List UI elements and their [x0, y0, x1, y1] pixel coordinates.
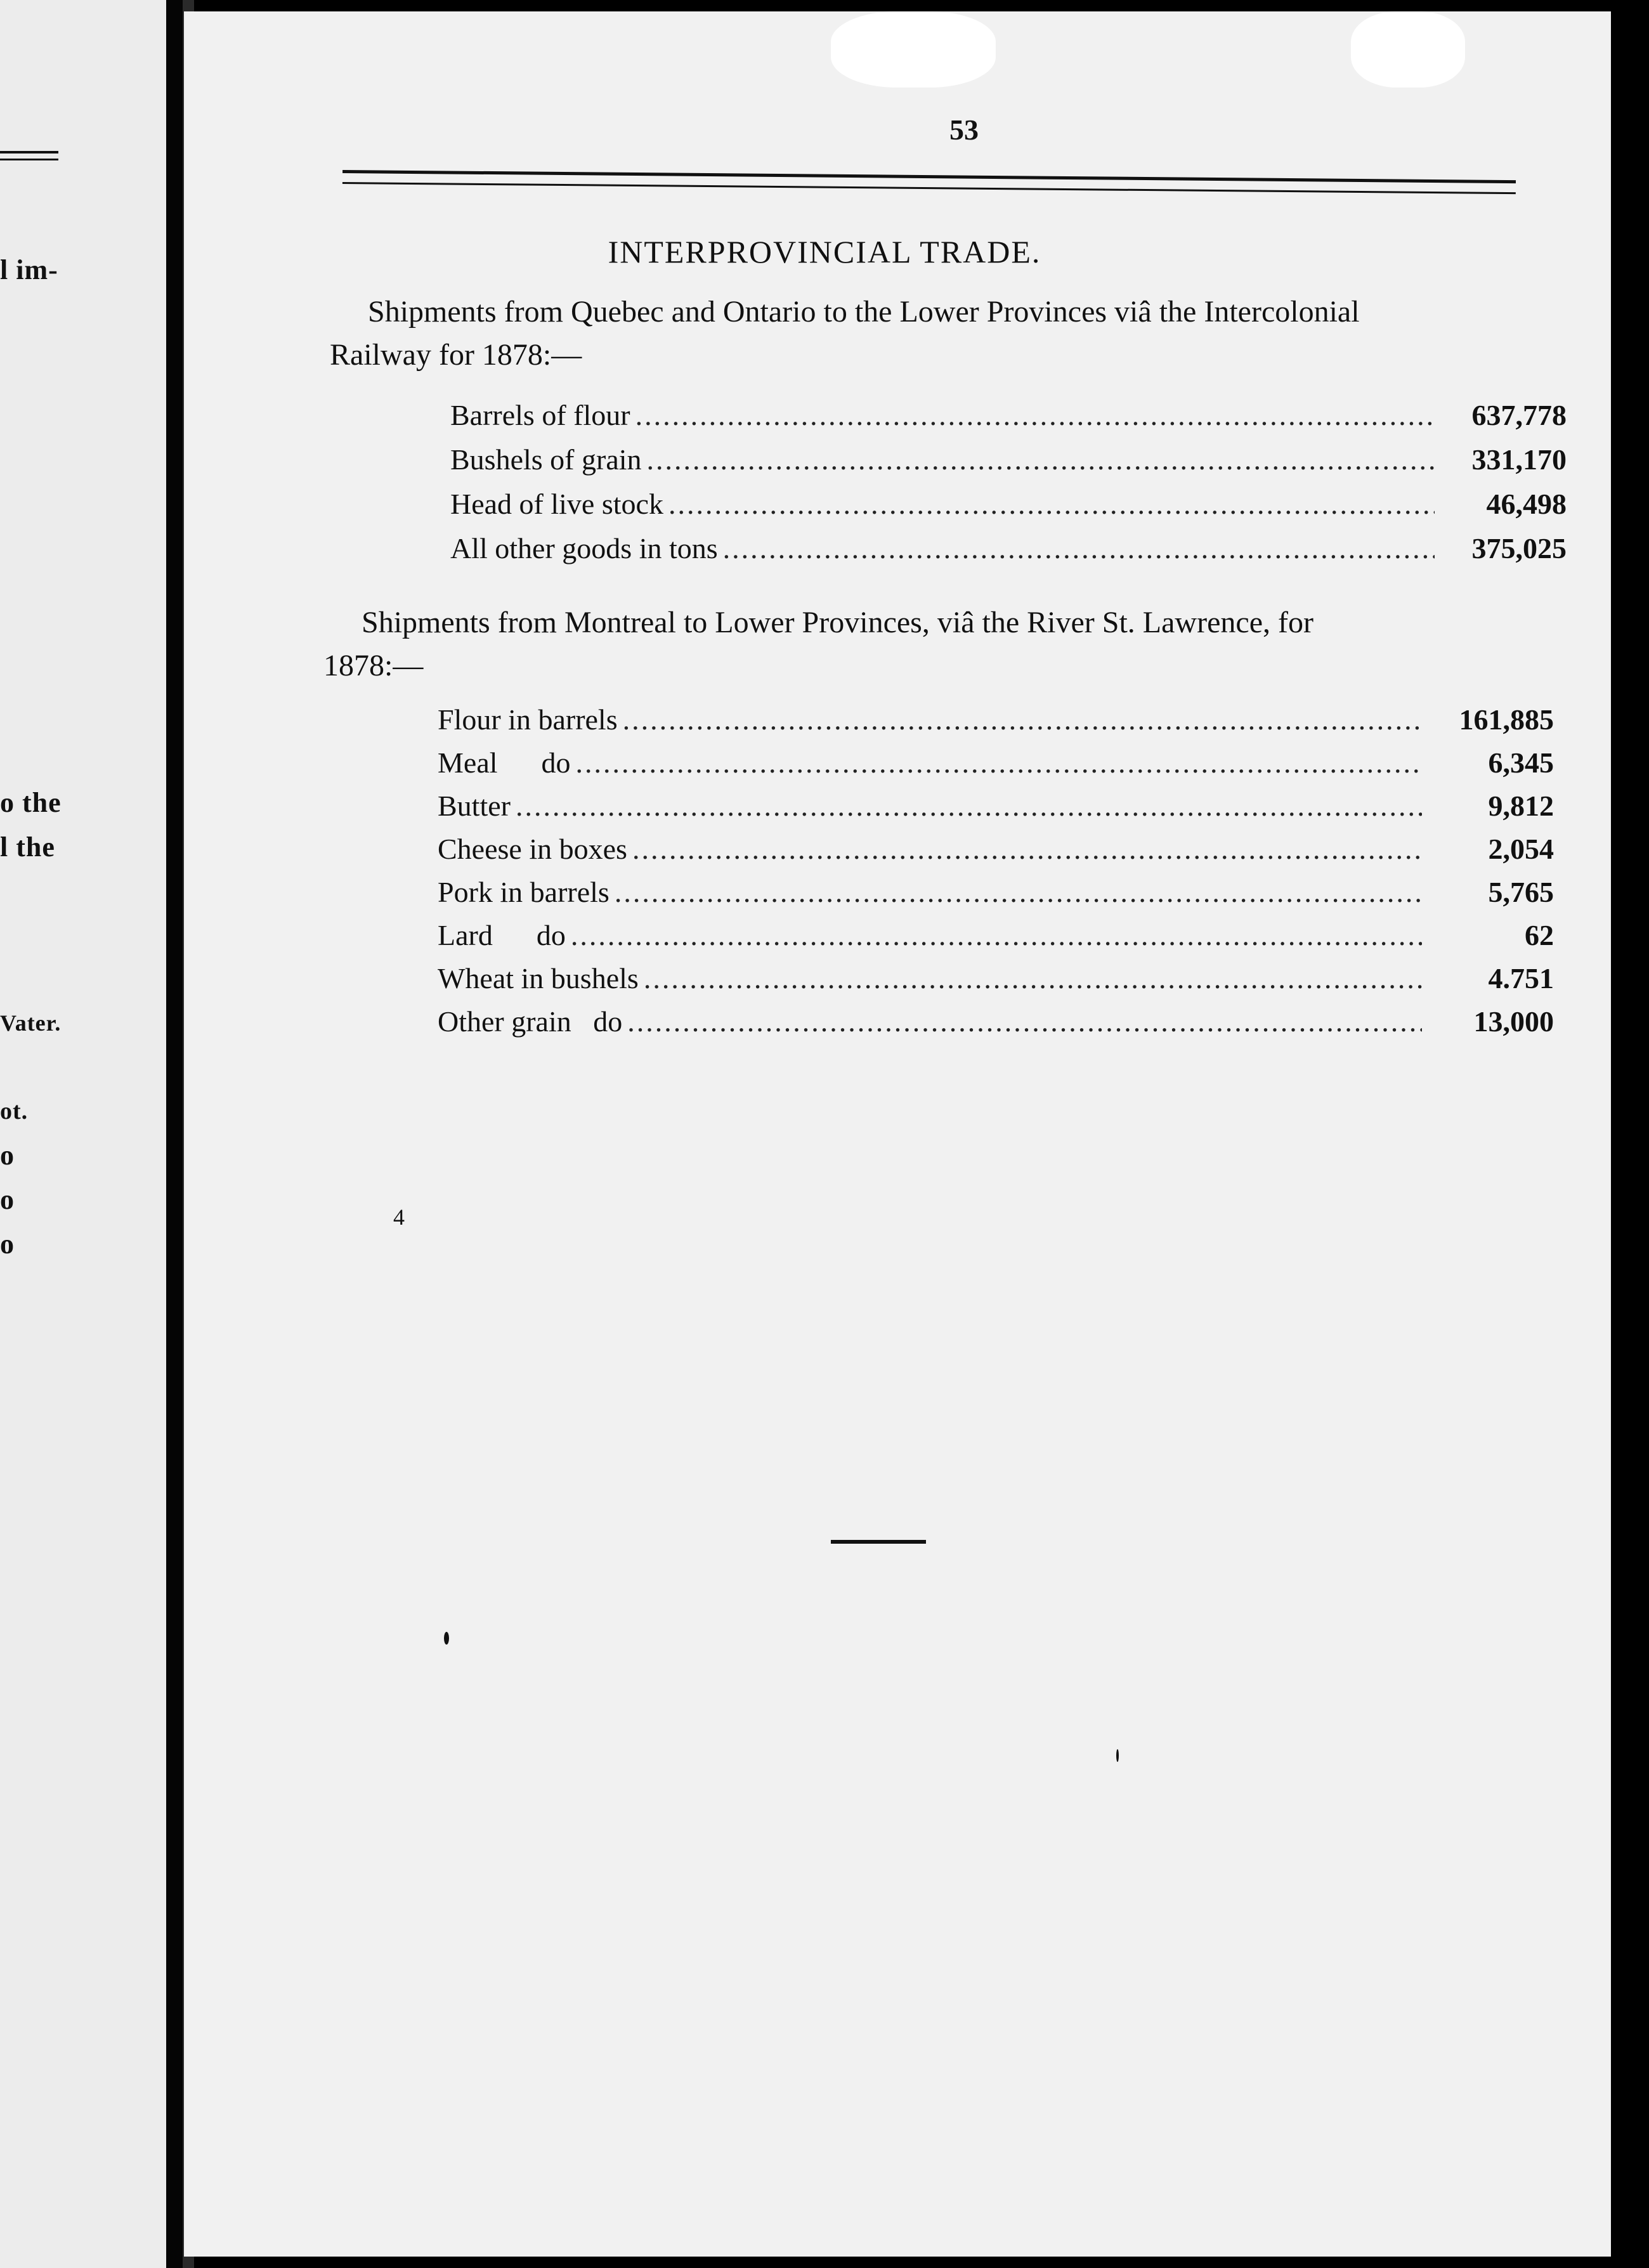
row-value: 62 [1525, 919, 1554, 951]
left-fragment: o [0, 1228, 15, 1260]
table-row [438, 832, 1554, 871]
table-row [450, 487, 1567, 526]
leader-dots [644, 961, 1422, 995]
section2-intro-line2: 1878:— [323, 649, 424, 682]
row-label: Flour in barrels [438, 703, 618, 736]
row-label: Lard do [438, 919, 566, 951]
row-label: All other goods in tons [450, 532, 718, 564]
leader-dots [668, 487, 1435, 521]
row-label: Other grain do [438, 1005, 623, 1038]
row-value: 13,000 [1473, 1005, 1554, 1038]
row-label: Pork in barrels [438, 876, 609, 908]
left-fragment: l the [0, 831, 55, 863]
table-row [438, 703, 1554, 742]
header-rule [342, 170, 1516, 194]
row-label: Cheese in boxes [438, 833, 627, 865]
table-row [438, 789, 1554, 828]
page-number: 53 [949, 114, 979, 146]
main-page [184, 11, 1611, 2257]
leader-dots [635, 398, 1435, 432]
row-value: 5,765 [1488, 876, 1554, 908]
section1-intro-line1: Shipments from Quebec and Ontario to the Lower Provinces viâ the Intercolonial [368, 295, 1360, 329]
left-fragment: o [0, 1184, 15, 1215]
torn-edge [831, 11, 996, 88]
end-rule [831, 1540, 926, 1544]
leader-dots [623, 703, 1422, 736]
table-row [438, 1005, 1554, 1044]
section2-intro-line1: Shipments from Montreal to Lower Provinces, viâ the River St. Lawrence, for [362, 606, 1313, 639]
table-row [438, 918, 1554, 958]
row-value: 637,778 [1471, 399, 1567, 431]
leader-dots [632, 832, 1422, 866]
row-label: Barrels of flour [450, 399, 630, 431]
row-label: Meal do [438, 746, 571, 779]
left-fragment: l im- [0, 254, 58, 285]
left-facing-page [0, 0, 166, 2268]
row-value: 331,170 [1471, 443, 1567, 476]
row-value: 9,812 [1488, 790, 1554, 822]
row-value: 2,054 [1488, 833, 1554, 865]
leader-dots [627, 1005, 1422, 1038]
left-fragment: Vater. [0, 1010, 62, 1036]
section1-intro [330, 290, 1586, 377]
section2-intro [323, 601, 1579, 688]
leader-dots [615, 875, 1422, 909]
torn-edge [1351, 11, 1465, 88]
table-row [450, 531, 1567, 571]
row-label: Butter [438, 790, 511, 822]
left-fragment: ot. [0, 1098, 29, 1124]
speck [1116, 1749, 1119, 1762]
table-row [438, 746, 1554, 785]
table-row [438, 961, 1554, 1001]
row-value: 6,345 [1488, 746, 1554, 779]
row-value: 375,025 [1471, 532, 1567, 564]
book-spine [166, 0, 183, 2268]
table-row [438, 875, 1554, 915]
leader-dots [516, 789, 1422, 823]
row-value: 161,885 [1459, 703, 1554, 736]
left-fragment: o [0, 1140, 15, 1171]
leader-dots [576, 746, 1422, 779]
row-label: Head of live stock [450, 488, 663, 520]
signature-mark: 4 [393, 1204, 405, 1230]
leader-dots [571, 918, 1422, 952]
section1-intro-line2: Railway for 1878:— [330, 338, 582, 372]
page-title: INTERPROVINCIAL TRADE. [608, 234, 1041, 270]
row-value: 46,498 [1486, 488, 1567, 520]
left-page-rule [0, 151, 58, 160]
leader-dots [647, 443, 1435, 476]
table-row [450, 443, 1567, 482]
row-value: 4.751 [1488, 962, 1554, 994]
row-label: Wheat in bushels [438, 962, 639, 994]
left-fragment: o the [0, 787, 62, 818]
leader-dots [723, 531, 1435, 565]
table-row [450, 398, 1567, 438]
row-label: Bushels of grain [450, 443, 642, 476]
speck [444, 1632, 449, 1645]
